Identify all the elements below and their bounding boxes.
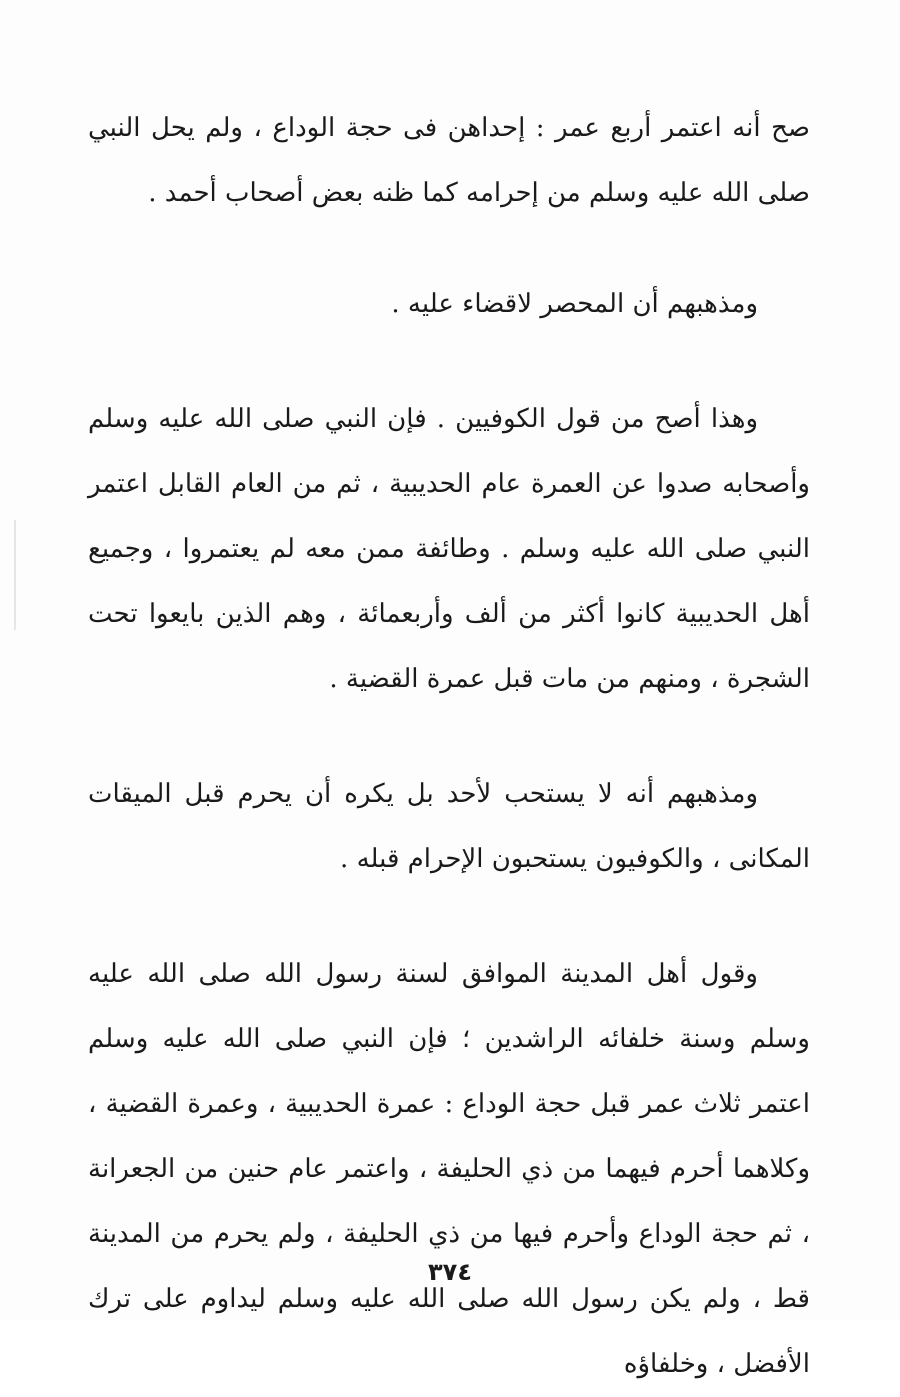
- page-number: ٣٧٤: [428, 1258, 472, 1286]
- paragraph-2: ومذهبهم أن المحصر لاقضاء عليه .: [391, 289, 758, 319]
- paragraph-5: وقول أهل المدينة الموافق لسنة رسول الله صلى الله عليه وسلم وسنة خلفائه الراشدين ؛ فإن النبي صلى الله عليه وسلم اعتمر ثلاث عمر قبل حجة الوداع : عمرة الحديبية ، وعمرة القضية ، وكلاهما أحرم فيهما من ذي الحليفة ، واعتمر عام حنين من الجعرانة ، ثم حجة الوداع وأحرم فيها من ذي الحليفة ، ولم يحرم من المدينة قط ، ولم يكن رسول الله صلى الله عليه وسلم ليداوم على ترك الأفضل ، وخلفاؤه: [88, 959, 810, 1379]
- paragraph-4: ومذهبهم أنه لا يستحب لأحد بل يكره أن يحرم قبل الميقات المكانى ، والكوفيون يستحبون الإحرام قبله .: [88, 779, 810, 874]
- paragraph-1: صح أنه اعتمر أربع عمر : إحداهن فى حجة الوداع ، ولم يحل النبي صلى الله عليه وسلم من إحرامه كما ظنه بعض أصحاب أحمد .: [88, 113, 810, 208]
- body-text: [88, 96, 810, 1397]
- scan-margin-mark: [14, 520, 16, 630]
- paragraph-3: وهذا أصح من قول الكوفيين . فإن النبي صلى الله عليه وسلم وأصحابه صدوا عن العمرة عام الحديبية ، ثم من العام القابل اعتمر النبي صلى الله عليه وسلم . وطائفة ممن معه لم يعتمروا ، وجميع أهل الحديبية كانوا أكثر من ألف وأربعمائة ، وهم الذين بايعوا تحت الشجرة ، ومنهم من مات قبل عمرة القضية .: [88, 404, 810, 694]
